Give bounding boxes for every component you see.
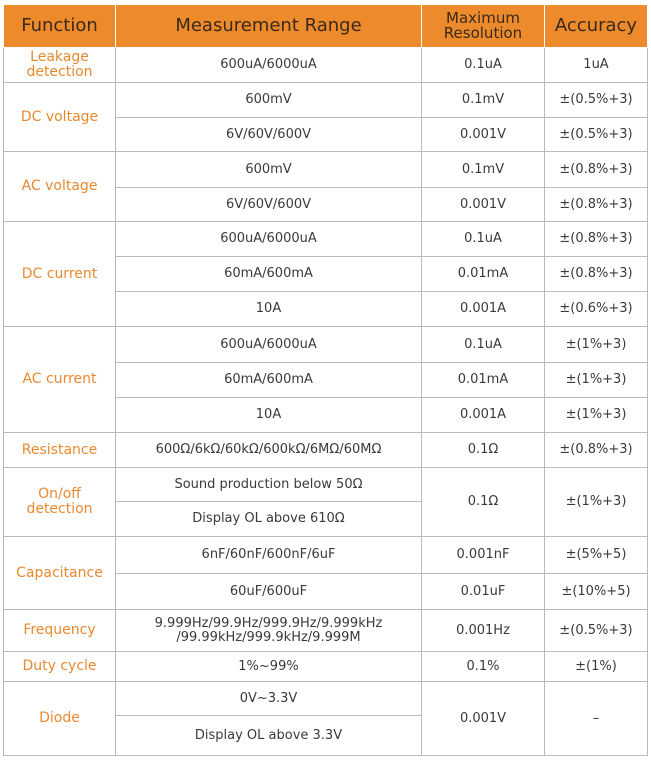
header-function: Function (4, 5, 116, 48)
range-cell: 600mV (116, 83, 422, 118)
header-resolution-line2: Resolution (443, 24, 523, 42)
resolution-cell: 0.001A (422, 292, 545, 327)
function-line2: detection (26, 501, 93, 517)
range-line2: /99.99kHz/999.9kHz/9.999M (176, 629, 361, 645)
function-line2: detection (26, 64, 93, 80)
function-cell: DC current (4, 222, 116, 327)
resolution-cell: 0.01uF (422, 574, 545, 610)
accuracy-cell: ±(1%+3) (545, 468, 648, 537)
accuracy-cell: ±(1%+3) (545, 363, 648, 398)
range-cell: 600Ω/6kΩ/60kΩ/600kΩ/6MΩ/60MΩ (116, 433, 422, 468)
function-line1: On/off (38, 486, 81, 503)
accuracy-cell: ±(1%+3) (545, 327, 648, 363)
range-cell: Display OL above 3.3V (116, 716, 422, 756)
header-resolution (422, 5, 545, 48)
table-row (4, 610, 648, 652)
table-row (4, 652, 648, 682)
accuracy-cell: ±(0.5%+3) (545, 118, 648, 152)
function-cell: AC voltage (4, 152, 116, 222)
range-cell: 10A (116, 292, 422, 327)
accuracy-cell: – (545, 682, 648, 756)
table-row (4, 682, 648, 716)
range-cell: 10A (116, 398, 422, 433)
function-cell: DC voltage (4, 83, 116, 152)
function-cell: Frequency (4, 610, 116, 652)
resolution-cell: 0.01mA (422, 363, 545, 398)
resolution-cell: 0.001V (422, 188, 545, 222)
resolution-cell: 0.1Ω (422, 433, 545, 468)
accuracy-cell: ±(0.5%+3) (545, 610, 648, 652)
range-cell: 0V~3.3V (116, 682, 422, 716)
accuracy-cell: ±(0.6%+3) (545, 292, 648, 327)
function-cell: AC current (4, 327, 116, 433)
accuracy-cell: ±(1%) (545, 652, 648, 682)
header-accuracy: Accuracy (545, 5, 648, 48)
resolution-cell: 0.001nF (422, 537, 545, 574)
accuracy-cell: ±(0.5%+3) (545, 83, 648, 118)
range-cell: 6nF/60nF/600nF/6uF (116, 537, 422, 574)
resolution-cell: 0.1Ω (422, 468, 545, 537)
function-line1: Leakage (30, 49, 89, 66)
accuracy-cell: ±(0.8%+3) (545, 433, 648, 468)
accuracy-cell: ±(5%+5) (545, 537, 648, 574)
function-cell: Diode (4, 682, 116, 756)
resolution-cell: 0.001V (422, 118, 545, 152)
spec-table (3, 4, 648, 756)
resolution-cell: 0.1% (422, 652, 545, 682)
resolution-cell: 0.1mV (422, 152, 545, 188)
range-cell: 60mA/600mA (116, 257, 422, 292)
range-cell: 600mV (116, 152, 422, 188)
range-cell: 600uA/6000uA (116, 48, 422, 83)
resolution-cell: 0.1mV (422, 83, 545, 118)
resolution-cell: 0.01mA (422, 257, 545, 292)
range-cell: Display OL above 610Ω (116, 502, 422, 537)
table-row (4, 222, 648, 257)
table-row (4, 537, 648, 574)
resolution-cell: 0.1uA (422, 48, 545, 83)
range-cell: 600uA/6000uA (116, 327, 422, 363)
accuracy-cell: ±(0.8%+3) (545, 257, 648, 292)
range-cell: 1%~99% (116, 652, 422, 682)
range-line1: 9.999Hz/99.9Hz/999.9Hz/9.999kHz (154, 615, 383, 631)
accuracy-cell: ±(0.8%+3) (545, 152, 648, 188)
range-cell: 6V/60V/600V (116, 118, 422, 152)
function-cell (4, 468, 116, 537)
resolution-cell: 0.001V (422, 682, 545, 756)
header-range: Measurement Range (116, 5, 422, 48)
range-cell: Sound production below 50Ω (116, 468, 422, 502)
table-row (4, 83, 648, 118)
accuracy-cell: ±(1%+3) (545, 398, 648, 433)
accuracy-cell: ±(0.8%+3) (545, 222, 648, 257)
header-resolution-line1: Maximum (446, 9, 520, 27)
range-cell (116, 610, 422, 652)
accuracy-cell: 1uA (545, 48, 648, 83)
table-row (4, 468, 648, 502)
range-cell: 60uF/600uF (116, 574, 422, 610)
table-row (4, 327, 648, 363)
range-cell: 60mA/600mA (116, 363, 422, 398)
resolution-cell: 0.001Hz (422, 610, 545, 652)
function-cell (4, 48, 116, 83)
table-row (4, 48, 648, 83)
header-row (4, 5, 648, 48)
range-cell: 6V/60V/600V (116, 188, 422, 222)
table-row (4, 433, 648, 468)
range-cell: 600uA/6000uA (116, 222, 422, 257)
function-cell: Duty cycle (4, 652, 116, 682)
accuracy-cell: ±(10%+5) (545, 574, 648, 610)
resolution-cell: 0.1uA (422, 222, 545, 257)
resolution-cell: 0.1uA (422, 327, 545, 363)
function-cell: Resistance (4, 433, 116, 468)
function-cell: Capacitance (4, 537, 116, 610)
accuracy-cell: ±(0.8%+3) (545, 188, 648, 222)
resolution-cell: 0.001A (422, 398, 545, 433)
table-row (4, 152, 648, 188)
